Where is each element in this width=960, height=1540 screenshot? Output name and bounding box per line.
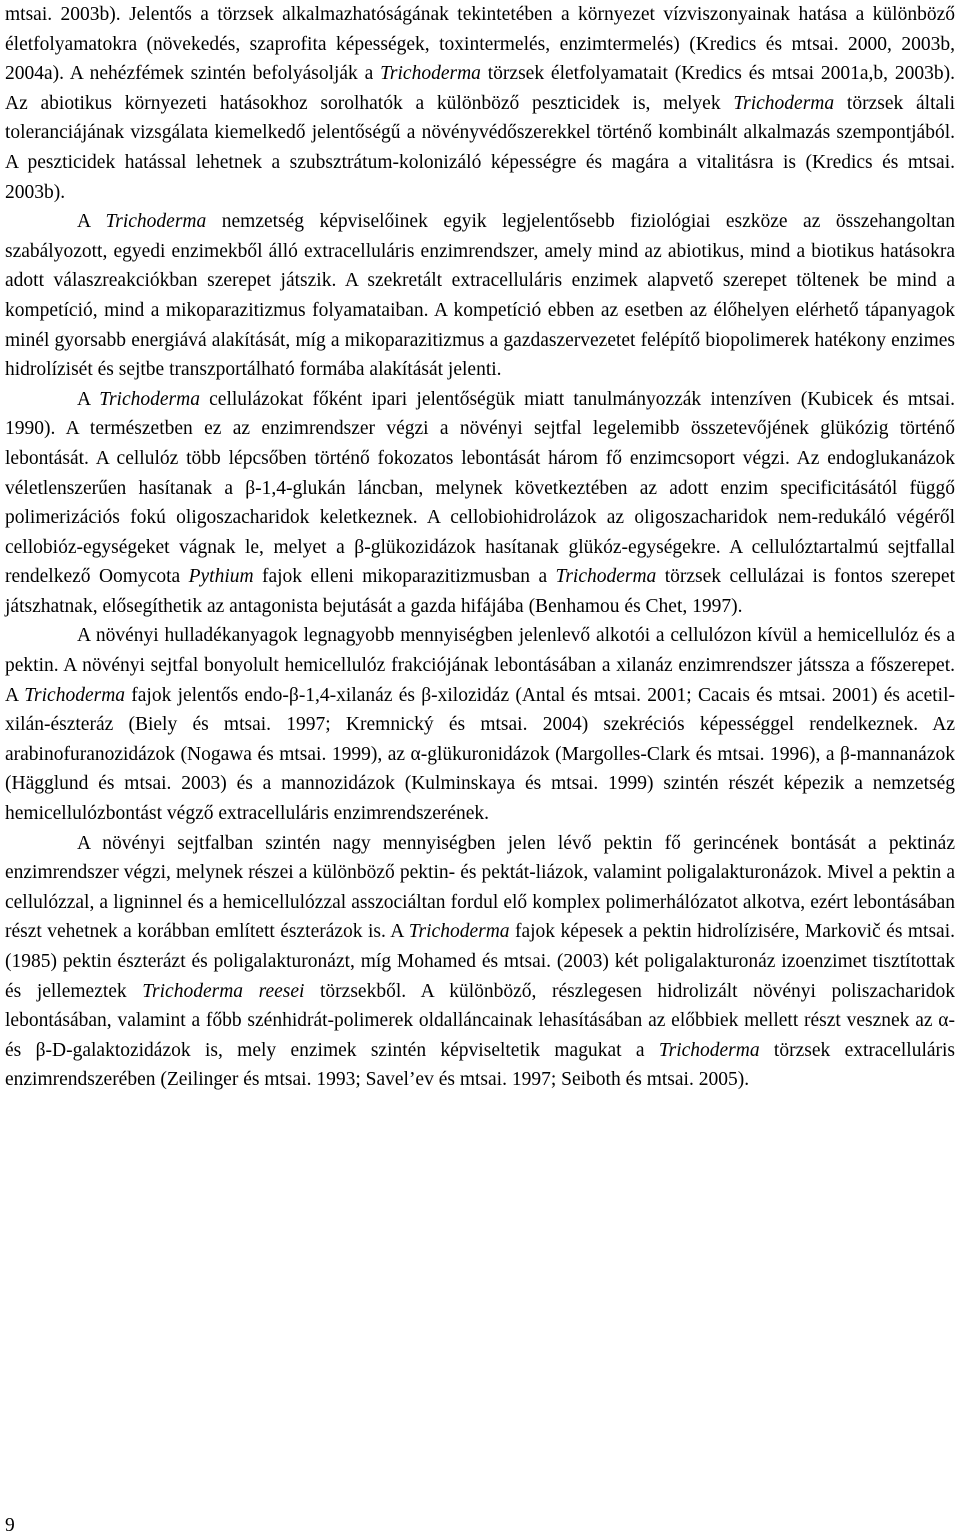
italic-text-run: Trichoderma (408, 921, 510, 943)
text-run: törzsek extracelluláris enzimrendszerében (Zeilinger és mtsai. 1993; Savel’ev és mtsai. 1997; Seiboth és mtsai. 2005). (5, 1039, 956, 1091)
italic-text-run: Pythium (188, 566, 254, 588)
text-run: törzsekből. A különböző, részlegesen hidrolizált növényi poliszacharidok lebontásában, valamint a főbb szénhidrát-polimerek oldalláncainak lehasításában az előbbiek mellett részt vesznek az α- és β- (5, 980, 955, 1061)
paragraph (5, 621, 955, 828)
document-page (5, 0, 955, 1095)
text-run: -galaktozidázok is, mely enzimek szintén képviseltetik magukat a (66, 1039, 659, 1061)
text-run: cellulázokat főként ipari jelentőségük miatt tanulmányozzák intenzíven (Kubicek és mtsai. 1990). A természetben ez az enzimrendszer végzi a növényi sejtfal legelemibb összetevőjének glükózig történő lebontását. A cellulóz több lépcsőben történő fokozatos lebontását három fő enzimcsoport végzi. Az endoglukanázok véletlenszerűen hasítanak a β-1,4-glukán láncban, melynek következtében az adott enzim specificitásától függő polimerizációs fokú oligoszacharidok keletkeznek. A cellobiohidrolázok az oligoszacharidok nem-redukáló végéről cellobióz-egységeket vágnak le, melyet a β-glükozidázok hasítanak glükóz-egységekre. A cellulóztartalmú sejtfallal rendelkező Oomycota (5, 388, 955, 588)
paragraph (5, 829, 955, 1095)
text-run: mtsai. 2003b). Jelentős a törzsek alkalmazhatóságának tekintetében a környezet vízviszonyainak hatása a különböző életfolyamatokra (növekedés, szaprofita képességek, toxintermelés, enzimtermelés) (Kredics és mtsai. 2000, 2003b, 2004a). A nehézfémek szintén befolyásolják a (5, 4, 955, 85)
text-run: törzsek általi toleranciájának vizsgálata kiemelkedő jelentőségű a növényvédőszerekkel történő kombinált alkalmazás szempontjából. A peszticidek hatással lehetnek a szubsztrátum-kolonizáló képességre és magára a vitalitásra is (Kredics és mtsai. 2003b). (5, 92, 955, 203)
italic-text-run: Trichoderma reesei (142, 980, 305, 1002)
text-run: nemzetség képviselőinek egyik legjelentősebb fiziológiai eszköze az összehangoltan szabályozott, egyedi enzimekből álló extracelluláris enzimrendszer, amely mind az abiotikus, mind a biotikus hatásokra adott válaszreakciókban szerepet játszik. A szekretált extracelluláris enzimek alapvető szerepet töltenek be mind a kompetíció, mind a mikoparazitizmus folyamataiban. A kompetíció ebben az esetben az élőhelyen elérhető tápanyagok minél gyorsabb energiává alakítását, míg a mikoparazitizmus a gazdaszervezetet felépítő biopolimerek hatékony enzimes hidrolízisét és sejtbe transzportálható formába alakítását jelenti. (5, 211, 955, 381)
italic-text-run: Trichoderma (99, 388, 200, 410)
text-run: A (77, 388, 100, 410)
text-run: A növényi sejtfalban szintén nagy mennyiségben jelen lévő pektin fő gerincének bontását a pektináz enzimrendszer végzi, melynek részei a különböző pektin- és pektát-liázok, valamint poligalakturonázok. Mivel a pektin a cellulózzal, a ligninnel és a hemicellulózzal asszociáltan fordul elő komplex polimerhálózatot alkotva, ezért lebontásában részt vehetnek a korábban említett észterázok is. A (5, 832, 955, 943)
text-run: törzsek cellulázai is fontos szerepet játszhatnak, elősegíthetik az antagonista bejutását a gazda hifájába (Benhamou és Chet, 1997). (5, 566, 956, 617)
page-number: 9 (5, 1515, 15, 1536)
italic-text-run: Trichoderma (733, 92, 835, 114)
italic-text-run: Trichoderma (380, 63, 481, 85)
text-run: törzsek életfolyamatait (Kredics és mtsai 2001a,b, 2003b). Az abiotikus környezeti hatásokhoz sorolhatók a különböző peszticidek is, melyek (5, 63, 955, 114)
text-run: fajok jelentős endo-β-1,4-xilanáz és β-xilozidáz (Antal és mtsai. 2001; Cacais és mtsai. 2001) és acetil-xilán-észteráz (Biely és mtsai. 1997; Kremnický és mtsai. 2004) szekréciós képességgel rendelkeznek. Az arabinofuranozidázok (Nogawa és mtsai. 1999), az α-glükuronidázok (Margolles-Clark és mtsai. 1996), a β-mannanázok (Hägglund és mtsai. 2003) és a mannozidázok (Kulminskaya és mtsai. 1999) szintén részét képezik a nemzetség hemicellulózbontást végző extracelluláris enzimrendszerének. (5, 684, 955, 825)
text-run: A növényi hulladékanyagok legnagyobb mennyiségben jelenlevő alkotói a cellulózon kívül a hemicellulóz és a pektin. A növényi sejtfal bonyolult hemicellulóz frakciójának lebontásában a xilanáz enzimrendszer játssza a főszerepet. A (5, 625, 955, 706)
italic-text-run: Trichoderma (658, 1039, 760, 1061)
paragraph (5, 0, 955, 207)
paragraph (5, 385, 955, 622)
text-run: fajok elleni mikoparazitizmusban a (253, 566, 556, 588)
italic-text-run: Trichoderma (24, 684, 126, 706)
paragraph (5, 207, 955, 385)
text-run: D (52, 1039, 67, 1061)
italic-text-run: Trichoderma (105, 211, 207, 233)
italic-text-run: Trichoderma (555, 566, 657, 588)
text-run: A (77, 211, 106, 233)
text-run: fajok képesek a pektin hidrolízisére, Markovič és mtsai. (1985) pektin észterázt és poligalakturonázt, míg Mohamed és mtsai. (2003) két poligalakturonáz izoenzimet tisztítottak és jellemeztek (5, 921, 956, 1002)
